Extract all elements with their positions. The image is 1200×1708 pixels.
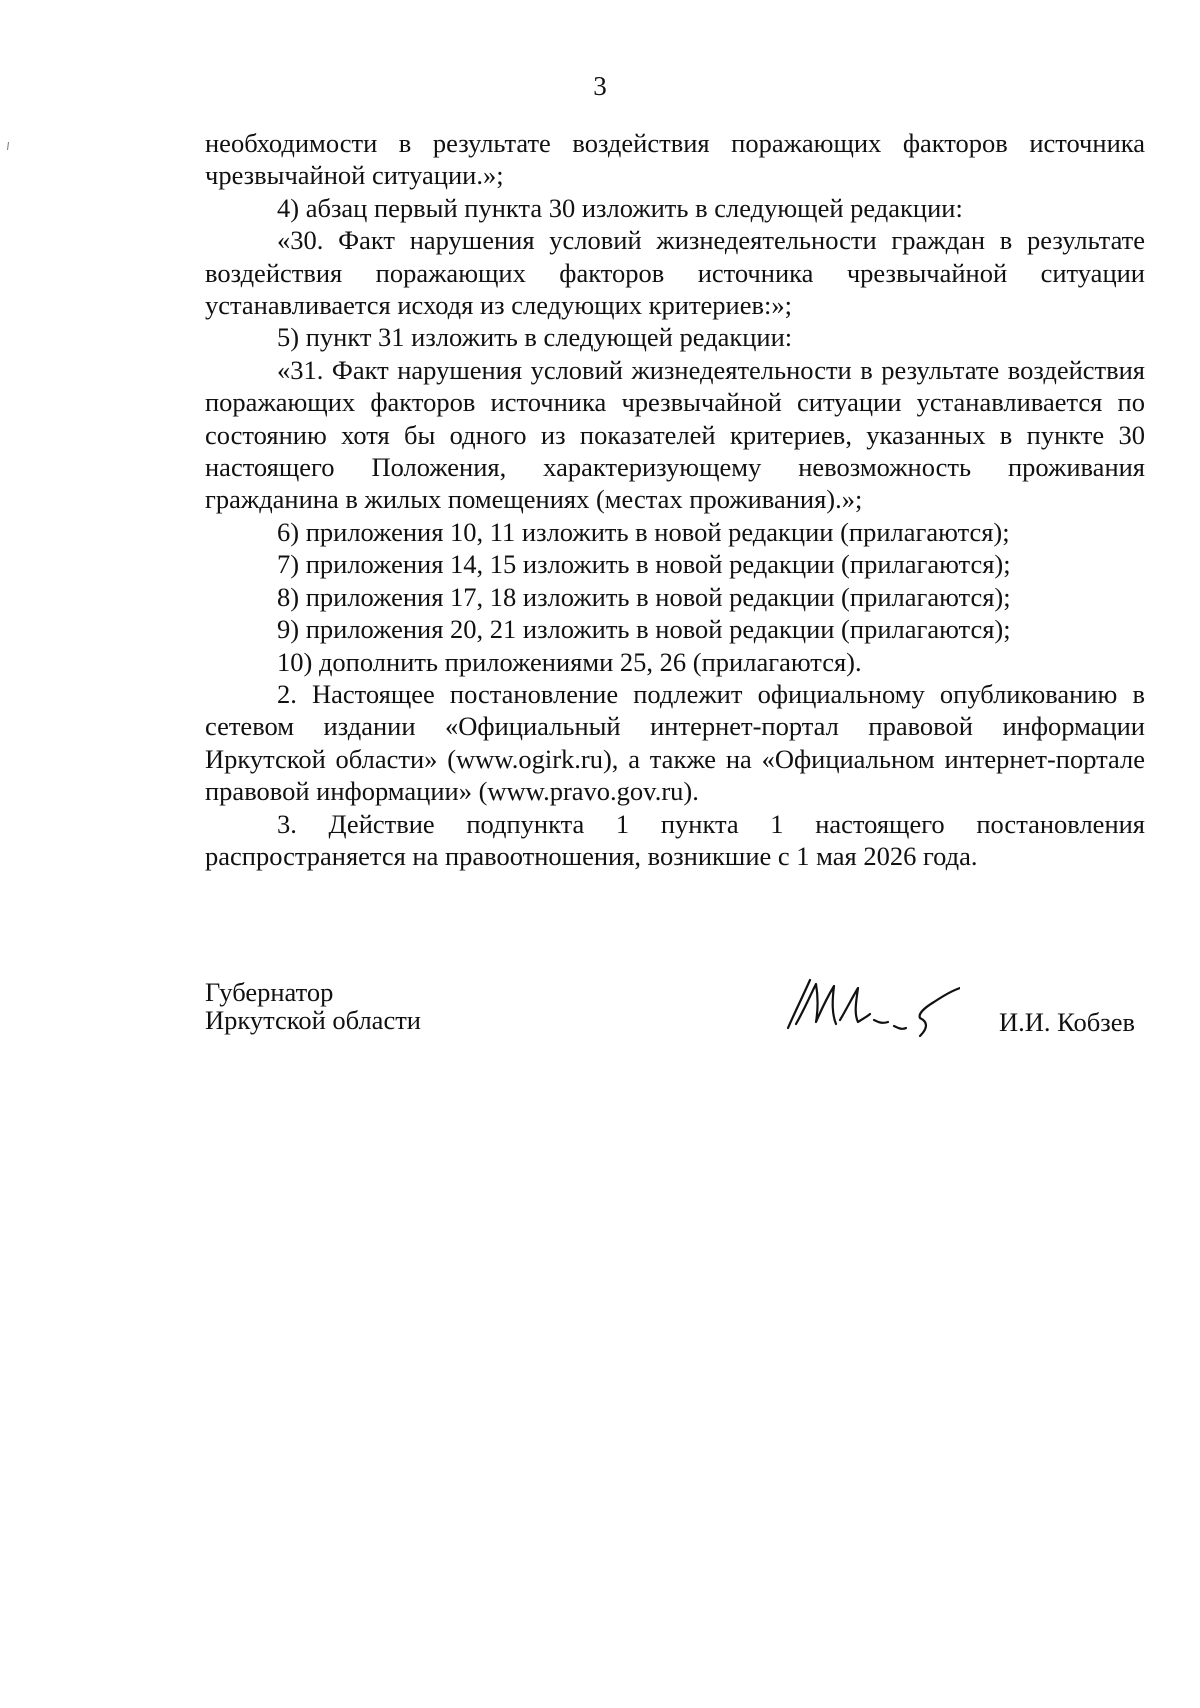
paragraph-clause-31: «31. Факт нарушения условий жизнедеятельности в результате воздействия поражающих факторов источника чрезвычайной ситуации устанавливается по состоянию хотя бы одного из показателей критериев, указанных в пункте 30 настоящего Положения, характеризующему невозможность проживания гражданина в жилых помещениях (местах проживания).»; xyxy=(205,354,1145,515)
paragraph-item-8: 8) приложения 17, 18 изложить в новой редакции (прилагаются); xyxy=(277,581,1011,612)
signatory-title-line-1: Губернатор xyxy=(205,977,334,1007)
paragraph-continuation: необходимости в результате воздействия поражающих факторов источника чрезвычайной ситуации.»; xyxy=(205,128,1145,191)
paragraph-item-6: 6) приложения 10, 11 изложить в новой редакции (прилагаются); xyxy=(277,516,1010,547)
signatory-title-line-2: Иркутской области xyxy=(205,1005,421,1035)
paragraph-clause-30: «30. Факт нарушения условий жизнедеятельности граждан в результате воздействия поражающих факторов источника чрезвычайной ситуации устанавливается исходя из следующих критериев:»; xyxy=(205,225,1145,321)
paragraph-section-2: 2. Настоящее постановление подлежит официальному опубликованию в сетевом издании «Официальный интернет-портал правовой информации Иркутской области» (www.ogirk.ru), а также на «Официальном интернет-портале правовой информации» (www.pravo.gov.ru). xyxy=(205,678,1145,807)
paragraph-item-9: 9) приложения 20, 21 изложить в новой редакции (прилагаются); xyxy=(277,614,1011,645)
signatory-name: И.И. Кобзев xyxy=(999,1007,1135,1037)
paragraph-item-4: 4) абзац первый пункта 30 изложить в следующей редакции: xyxy=(277,192,963,223)
scan-artifact-mark xyxy=(7,137,9,145)
document-body xyxy=(205,127,1145,872)
paragraph-item-10: 10) дополнить приложениями 25, 26 (прилагаются). xyxy=(277,646,862,677)
paragraph-item-5: 5) пункт 31 изложить в следующей редакции: xyxy=(277,322,793,353)
signatory-title xyxy=(205,978,421,1034)
handwritten-signature xyxy=(770,966,960,1046)
paragraph-item-7: 7) приложения 14, 15 изложить в новой редакции (прилагаются); xyxy=(277,549,1011,580)
signature-block xyxy=(205,978,1145,1068)
page-number: 3 xyxy=(593,71,607,101)
paragraph-section-3: 3. Действие подпункта 1 пункта 1 настоящего постановления распространяется на правоотношения, возникшие с 1 мая 2026 года. xyxy=(205,808,1145,871)
